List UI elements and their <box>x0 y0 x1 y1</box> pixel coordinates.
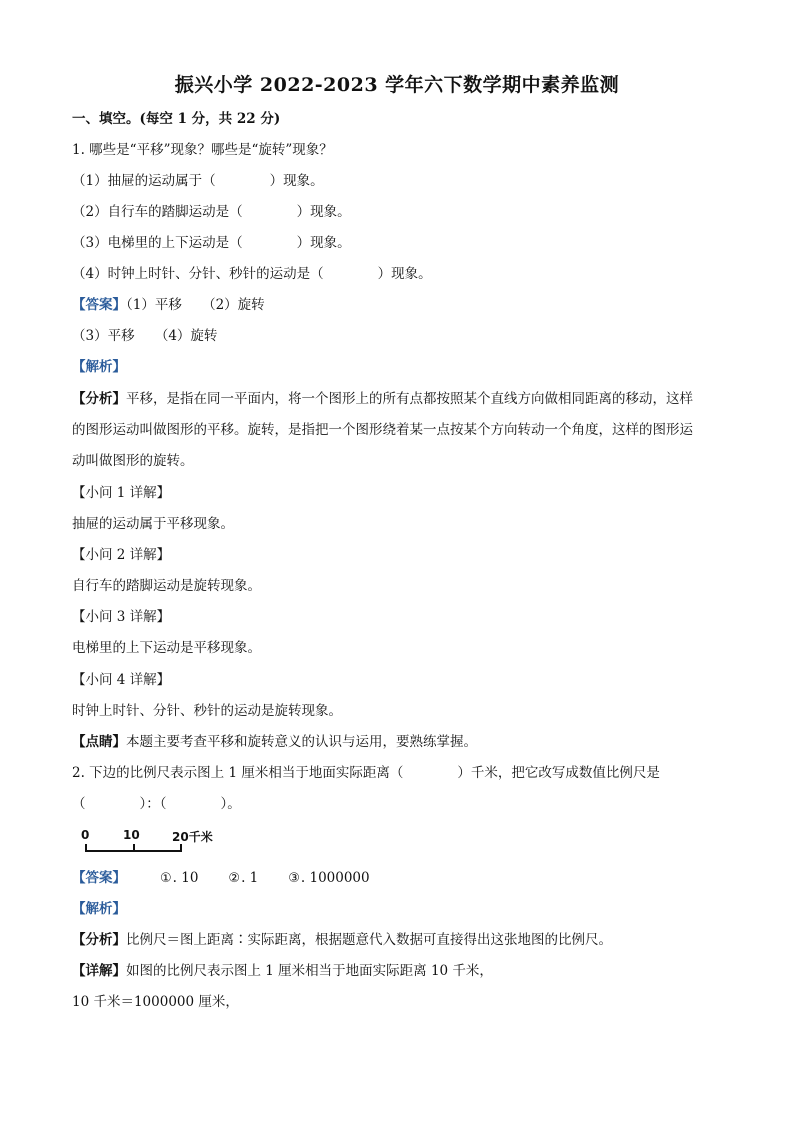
analysis-text-3: 动叫做图形的旋转。 <box>72 453 194 469</box>
answer-tag: 【答案】 <box>72 297 126 313</box>
scale-tick-10 <box>133 844 135 852</box>
section-heading: 一、填空。(每空 1 分，共 22 分) <box>72 111 281 127</box>
comment-text: 本题主要考查平移和旋转意义的认识与运用，要熟练掌握。 <box>126 734 477 750</box>
analysis-label-2: 【分析】 <box>72 932 126 948</box>
question-1-comment <box>72 733 477 751</box>
sub-4-text: 时钟上时针、分针、秒针的运动是旋转现象。 <box>72 703 342 719</box>
question-1-analysis <box>72 390 693 408</box>
question-1-part-4: （4）时钟上时针、分针、秒针的运动是（ ）现象。 <box>72 266 432 282</box>
scale-tick-label-0: 0 <box>81 828 90 842</box>
question-1-part-2: （2）自行车的踏脚运动是（ ）现象。 <box>72 204 351 220</box>
page-title: 振兴小学 2022-2023 学年六下数学期中素养监测 <box>174 74 620 96</box>
answer-3-number: ③ <box>288 871 300 886</box>
answer-tag: 【答案】 <box>72 870 126 886</box>
analysis-text-1: 平移，是指在同一平面内，将一个图形上的所有点都按照某个直线方向做相同距离的移动，这样 <box>126 391 693 407</box>
scale-tick-0 <box>85 844 87 852</box>
sub-3-text: 电梯里的上下运动是平移现象。 <box>72 640 261 656</box>
detail-label: 【详解】 <box>72 963 126 979</box>
question-2-stem-line-2: （ ）：（ ）。 <box>72 796 241 812</box>
question-1-answer <box>72 296 265 314</box>
sub-4-title: 【小问 4 详解】 <box>72 672 171 688</box>
question-1-part-1: （1）抽屉的运动属于（ ）现象。 <box>72 173 324 189</box>
comment-label: 【点睛】 <box>72 734 126 750</box>
answer-3: . 1000000 <box>300 870 370 886</box>
question-2-analysis <box>72 931 612 949</box>
question-1-part-3: （3）电梯里的上下运动是（ ）现象。 <box>72 235 351 251</box>
sub-1-text: 抽屉的运动属于平移现象。 <box>72 516 234 532</box>
question-2-answer <box>72 869 370 887</box>
detail-text: 如图的比例尺表示图上 1 厘米相当于地面实际距离 10 千米， <box>126 963 493 979</box>
sub-1-title: 【小问 1 详解】 <box>72 485 171 501</box>
answer-1-number: ① <box>160 871 172 886</box>
question-2-detail <box>72 962 493 980</box>
answer-1: . 10 <box>172 870 199 886</box>
sub-2-title: 【小问 2 详解】 <box>72 547 171 563</box>
answer-text: （1）平移 （2）旋转 <box>126 297 265 313</box>
answer-2-number: ② <box>228 871 241 886</box>
analysis-tag-2: 【解析】 <box>72 901 126 917</box>
detail-text-2: 10 千米＝1000000 厘米， <box>72 994 239 1010</box>
scale-tick-label-20: 20千米 <box>172 830 213 844</box>
scale-tick-label-10: 10 <box>123 828 140 842</box>
answer-2: . 1 <box>241 870 259 886</box>
analysis-label: 【分析】 <box>72 391 126 407</box>
scale-bar <box>78 828 238 858</box>
question-2-stem: 2. 下边的比例尺表示图上 1 厘米相当于地面实际距离（ ）千米，把它改写成数值比例尺是 <box>72 765 660 781</box>
analysis-text-2: 的图形运动叫做图形的平移。旋转，是指把一个图形绕着某一点按某个方向转动一个角度，这样的图形运 <box>72 422 693 438</box>
sub-3-title: 【小问 3 详解】 <box>72 609 171 625</box>
question-1-stem: 1. 哪些是“平移”现象？哪些是“旋转”现象？ <box>72 142 333 158</box>
sub-2-text: 自行车的踏脚运动是旋转现象。 <box>72 578 261 594</box>
analysis-text-q2: 比例尺＝图上距离∶实际距离，根据题意代入数据可直接得出这张地图的比例尺。 <box>126 932 612 948</box>
analysis-tag: 【解析】 <box>72 359 126 375</box>
question-1-answer-line-2: （3）平移 （4）旋转 <box>72 328 218 344</box>
scale-tick-20 <box>180 844 182 852</box>
